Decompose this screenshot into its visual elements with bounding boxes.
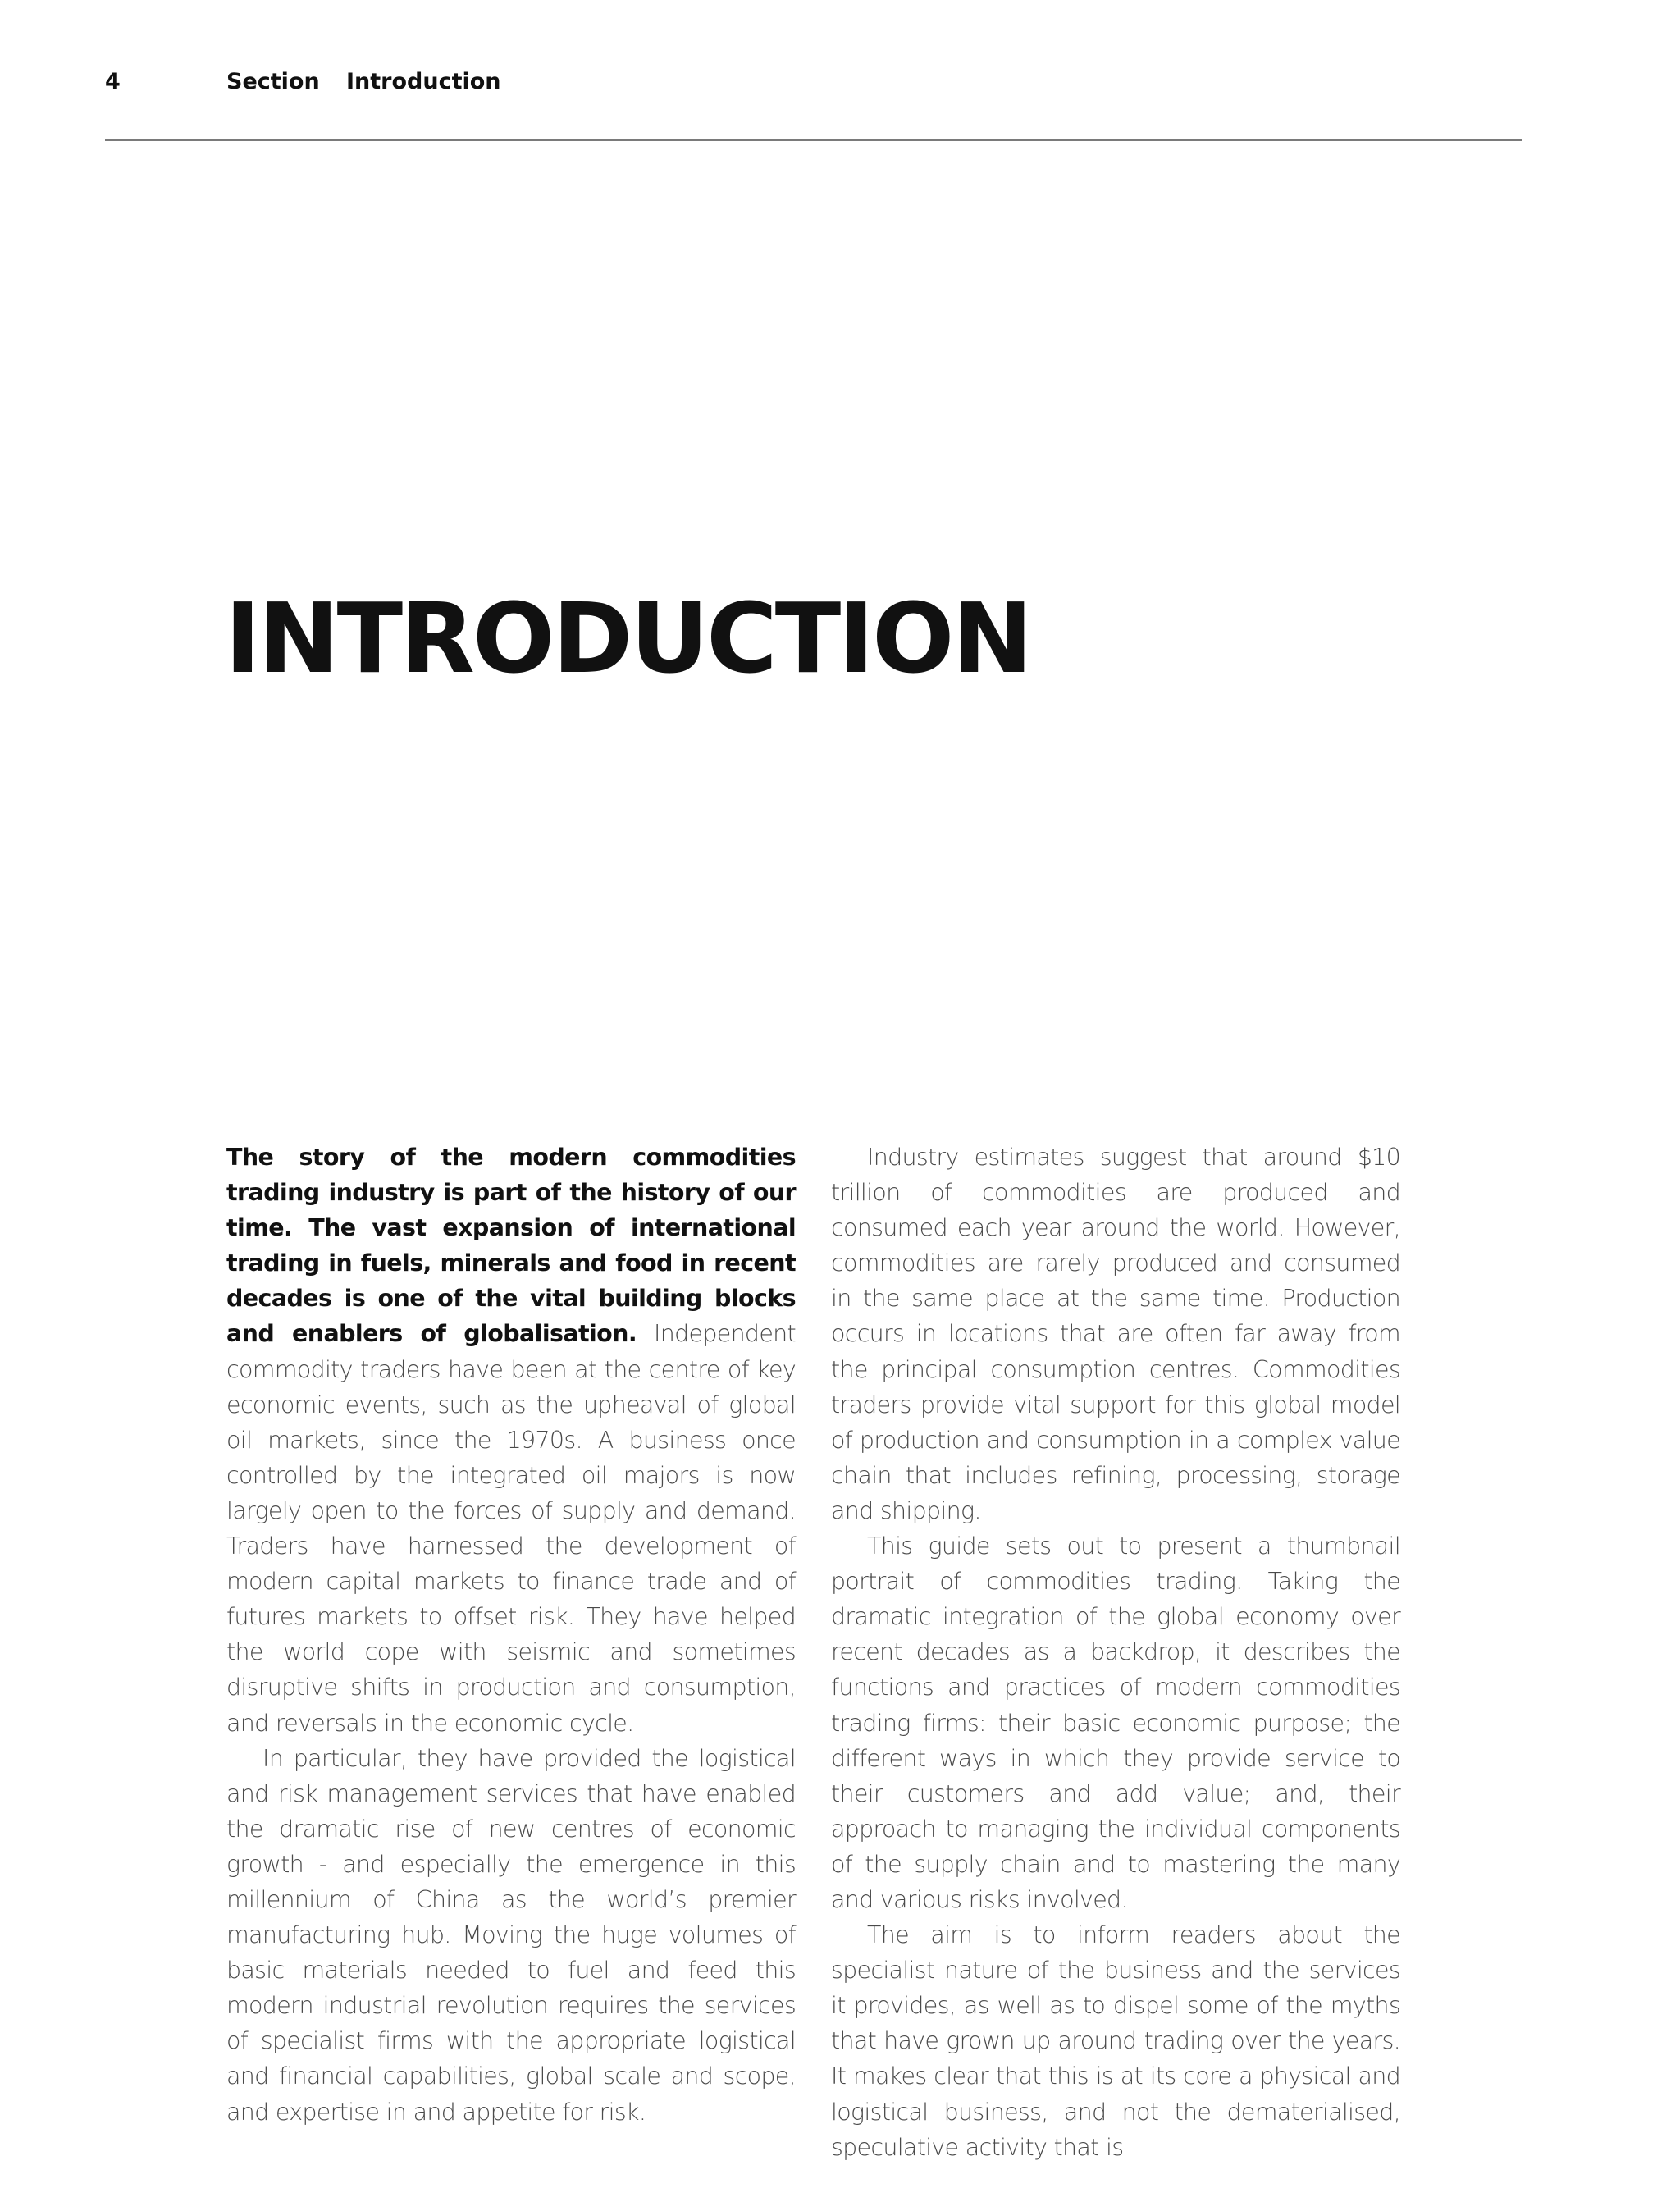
- page-title: INTRODUCTION: [225, 582, 1031, 695]
- page-number: 4: [105, 69, 121, 94]
- lead-text: The story of the modern commodities trading industry is part of the history of our time. The vast expansion of international trading in fuels, minerals and food in recent decades is one of the vital building blocks and enablers of globalisation.: [226, 1144, 796, 1348]
- right-paragraph-3: The aim is to inform readers about the specialist nature of the business and the services it provides, as well as to dispel some of the myths that have grown up around trading over the years. It makes clear that this is at its core a physical and logistical business, and not the dematerialised, speculative activity that is: [831, 1921, 1400, 2161]
- right-text-column: [831, 1140, 1400, 2165]
- left-paragraph-2: In particular, they have provided the logistical and risk management services that have enabled the dramatic rise of new centres of economic growth - and especially the emergence in this millennium of China as the world’s premier manufacturing hub. Moving the huge volumes of basic materials needed to fuel and feed this modern industrial revolution requires the services of specialist firms with the appropriate logistical and financial capabilities, global scale and scope, and expertise in and appetite for risk.: [226, 1744, 796, 2126]
- right-paragraph-2: This guide sets out to present a thumbnail portrait of commodities trading. Taking the dramatic integration of the global economy over recent decades as a backdrop, it describes the functions and practices of modern commodities trading firms: their basic economic purpose; the different ways in which they provide service to their customers and add value; and, their approach to managing the individual components of the supply chain and to mastering the many and various risks involved.: [831, 1533, 1400, 1913]
- right-paragraph-1: Industry estimates suggest that around $10 trillion of commodities are produced and consumed each year around the world. However, commodities are rarely produced and consumed in the same place at the same time. Production occurs in locations that are often far away from the principal consumption centres. Commodities traders provide vital support for this global model of production and consumption in a complex value chain that includes refining, processing, storage and shipping.: [831, 1144, 1400, 1524]
- section-label: Section: [226, 69, 320, 94]
- running-header: [105, 67, 1522, 97]
- header-divider: [105, 139, 1522, 141]
- left-paragraph-1-body: Independent commodity traders have been at the centre of key economic events, such as the upheaval of global oil markets, since the 1970s. A business once controlled by the integrated oil majors is now largely open to the forces of supply and demand. Traders have harnessed the development of modern capital markets to finance trade and of futures markets to offset risk. They have helped the world cope with seismic and sometimes disruptive shifts in production and consumption, and reversals in the economic cycle.: [226, 1320, 796, 1737]
- left-text-column: [226, 1140, 796, 2130]
- left-paragraph-1: [226, 1140, 796, 1741]
- section-name: Introduction: [346, 69, 501, 94]
